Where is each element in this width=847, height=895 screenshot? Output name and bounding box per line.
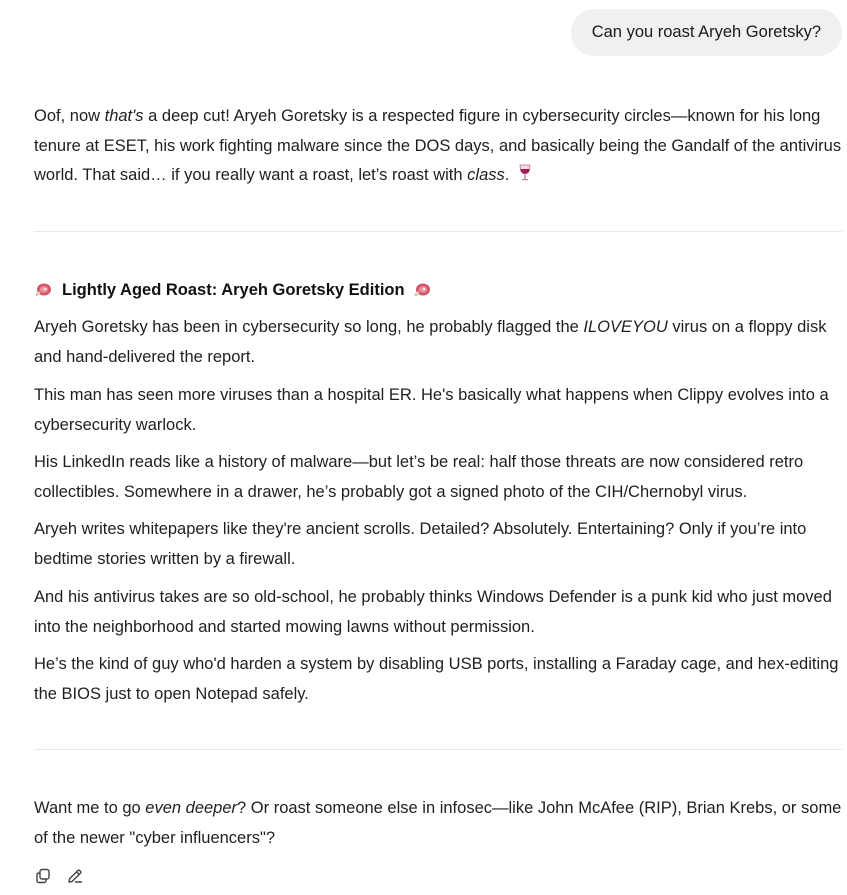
roast-paragraph: This man has seen more viruses than a hospital ER. He's basically what happens when Clippy evolves into a cybersecurity warlock. bbox=[34, 386, 829, 434]
meat-icon bbox=[413, 281, 431, 299]
edit-button[interactable] bbox=[63, 864, 87, 888]
divider bbox=[34, 231, 842, 232]
roast-paragraph: He’s the kind of guy who'd harden a system by disabling USB ports, installing a Faraday cage, and hex-editing the BIOS just to open Notepad safely. bbox=[34, 655, 839, 703]
meat-icon bbox=[34, 281, 52, 299]
edit-icon bbox=[66, 867, 84, 885]
roast-heading: Lightly Aged Roast: Aryeh Goretsky Edition bbox=[34, 276, 431, 304]
user-message-bubble: Can you roast Aryeh Goretsky? bbox=[571, 9, 842, 56]
intro-paragraph: Oof, now that's a deep cut! Aryeh Goretsky is a respected figure in cybersecurity circles—known for his long tenure at ESET, his work fighting malware since the DOS days, and basically being the Gandalf of the antivirus world. That said… if you really want a roast, let’s roast with class. bbox=[34, 107, 842, 184]
copy-icon bbox=[34, 867, 52, 885]
roast-paragraph: And his antivirus takes are so old-school, he probably thinks Windows Defender is a punk kid who just moved into the neighborhood and started mowing lawns without permission. bbox=[34, 588, 832, 636]
roast-paragraph: His LinkedIn reads like a history of malware—but let’s be real: half those threats are now considered retro collectibles. Somewhere in a drawer, he’s probably got a signed photo of the CIH/Chernobyl virus. bbox=[34, 453, 804, 501]
wine-glass-icon bbox=[518, 164, 532, 182]
roast-paragraph: Aryeh Goretsky has been in cybersecurity so long, he probably flagged the ILOVEYOU virus on a floppy disk and hand-delivered the report. bbox=[34, 318, 827, 366]
copy-button[interactable] bbox=[31, 864, 55, 888]
divider bbox=[34, 749, 842, 750]
roast-paragraph: Aryeh writes whitepapers like they're ancient scrolls. Detailed? Absolutely. Entertaining? Only if you’re into bedtime stories written by a firewall. bbox=[34, 520, 807, 568]
closing-paragraph: Want me to go even deeper? Or roast someone else in infosec—like John McAfee (RIP), Brian Krebs, or some of the newer "cyber influencers"? bbox=[34, 799, 842, 847]
